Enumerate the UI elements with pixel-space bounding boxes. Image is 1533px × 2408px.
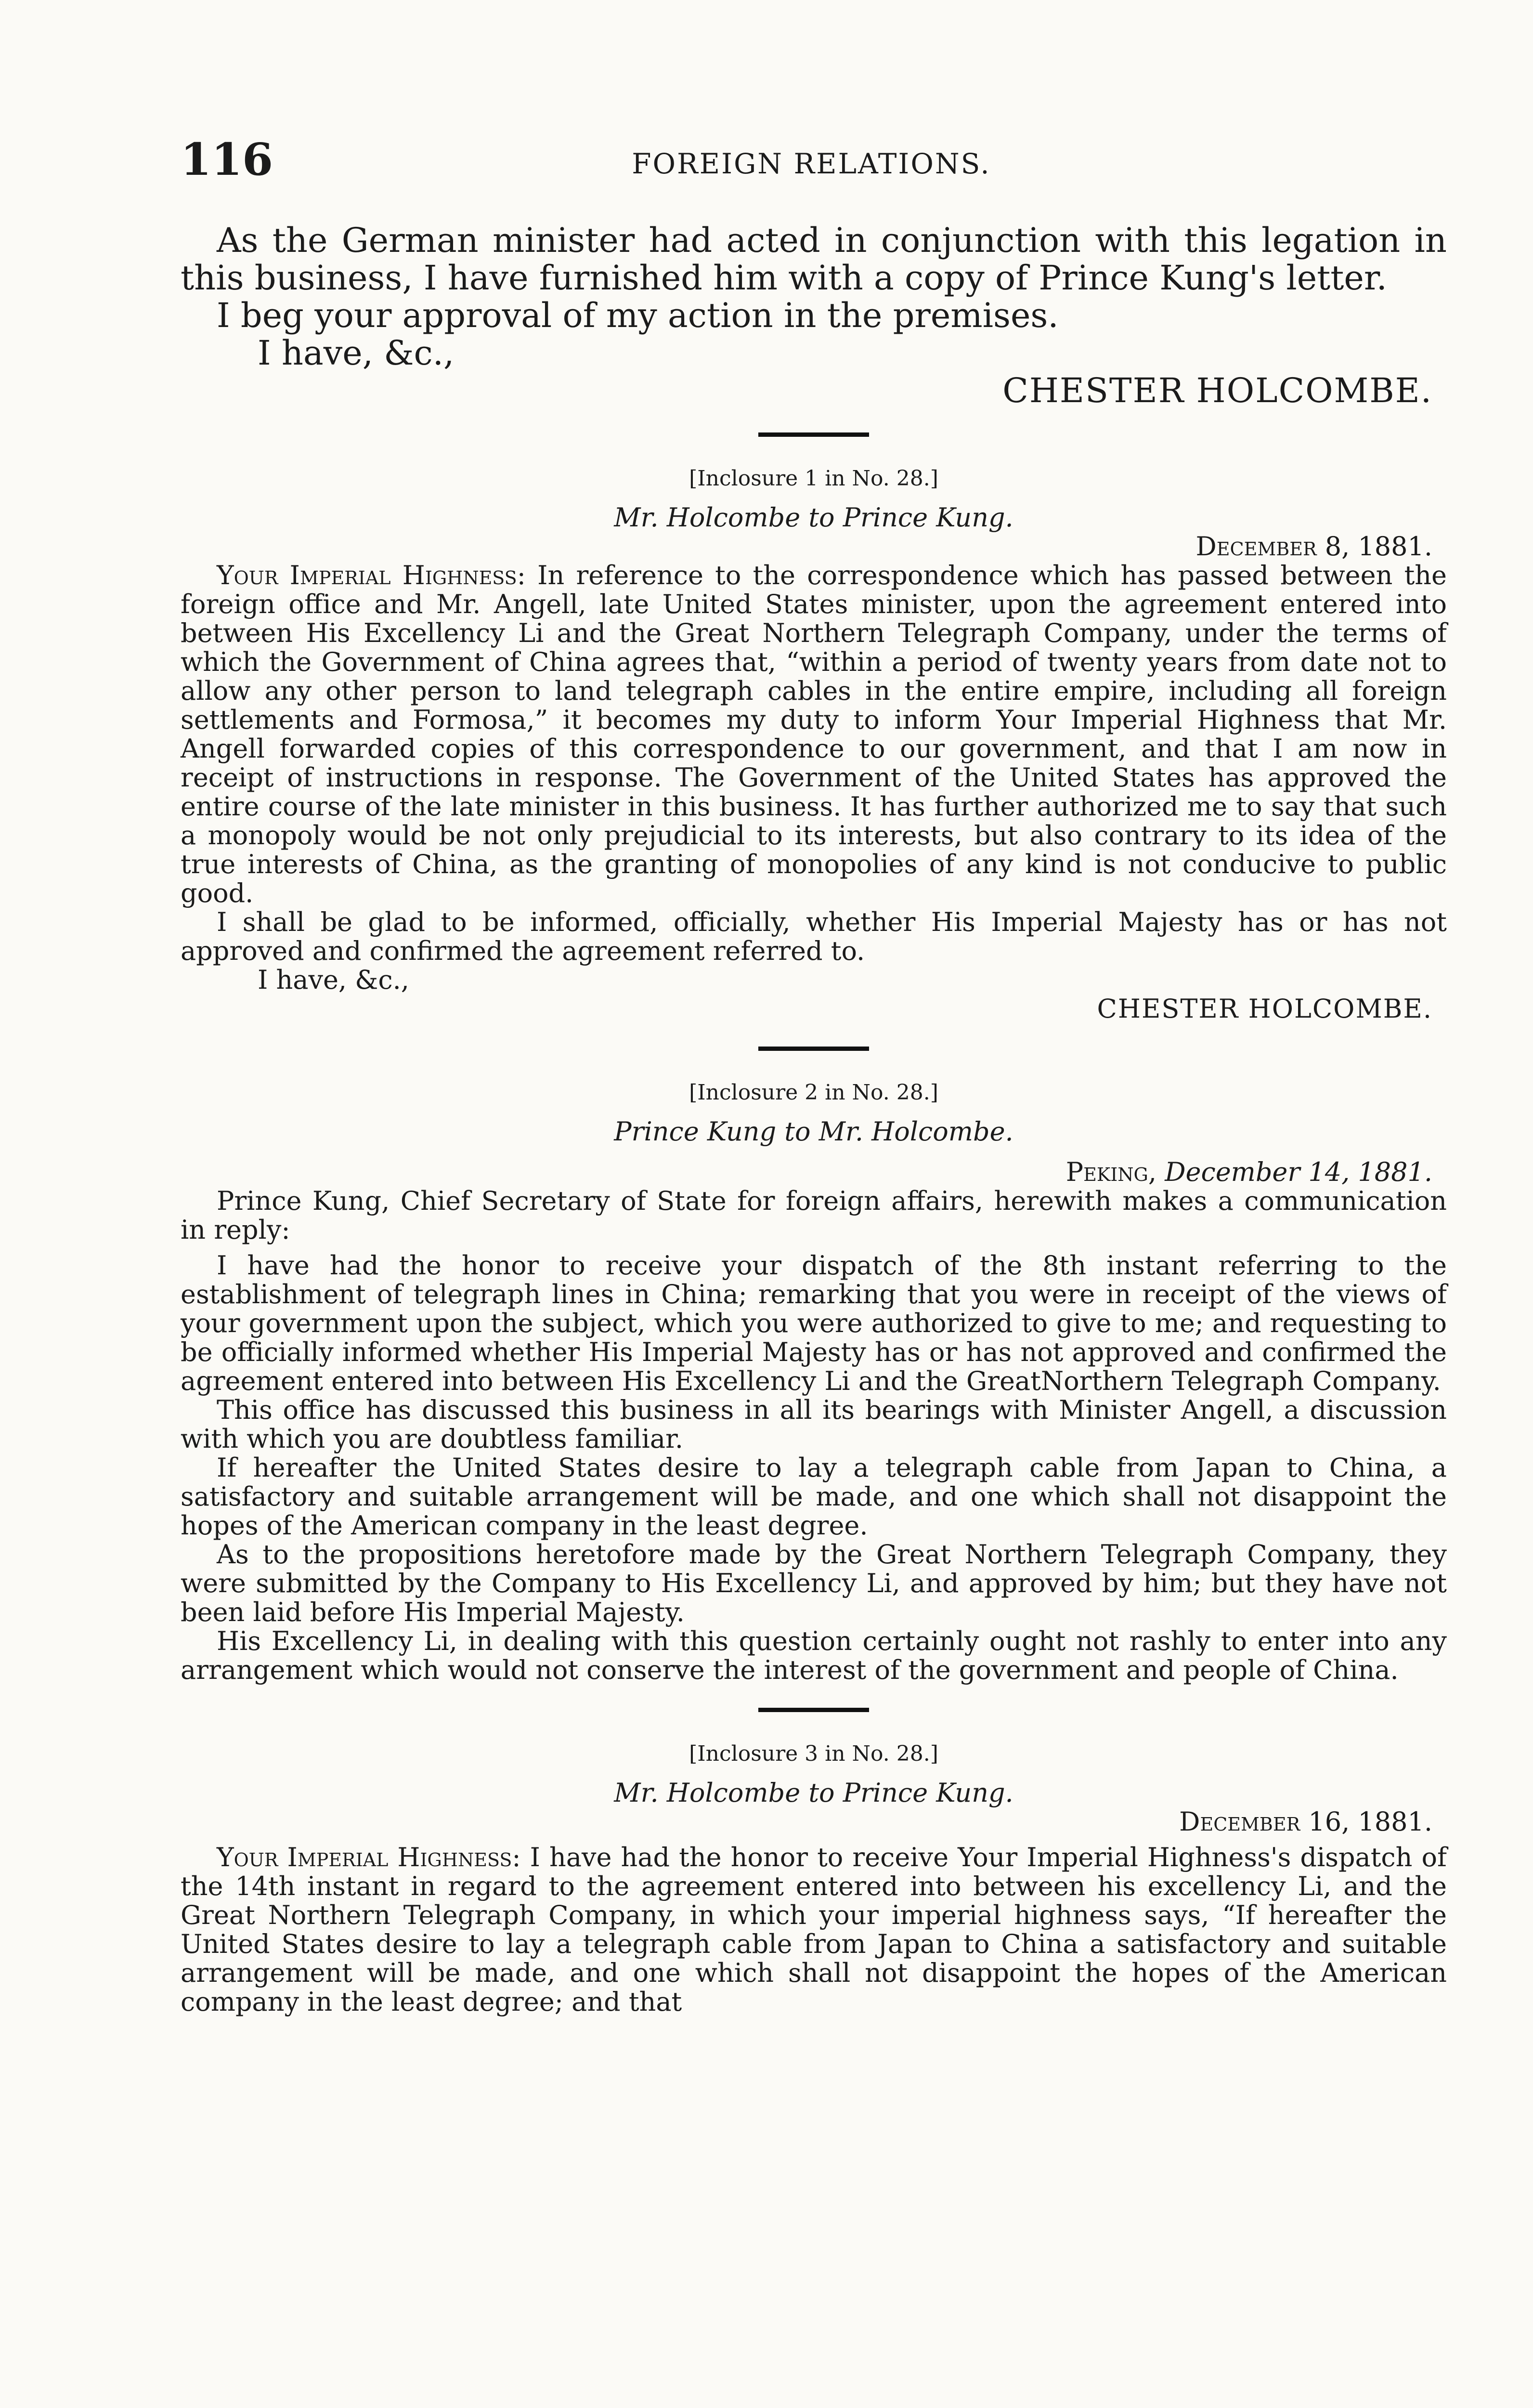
- running-title: FOREIGN RELATIONS.: [632, 147, 991, 180]
- inclosure-2-date: December 14, 1881.: [1165, 1157, 1432, 1187]
- inclosure-2-paragraph-5: His Excellency Li, in dealing with this question certainly ought not rashly to enter into any arrangement which would not conserve the interest of the government and people of China.: [181, 1626, 1447, 1685]
- inclosure-1-title: [181, 503, 1447, 532]
- page-number: 116: [181, 133, 273, 185]
- inclosure-3-date: December 16, 1881.: [1179, 1806, 1432, 1837]
- inclosure-3-label: [Inclosure 3 in No. 28.]: [689, 1741, 938, 1766]
- inclosure-2-label: [Inclosure 2 in No. 28.]: [689, 1080, 938, 1105]
- inclosure-1-paragraph-1-text: In reference to the correspondence which has passed between the foreign office and Mr. Angell, late United States minister, upon the agreement entered into between His Excellency Li and the Great Northern Telegraph Company, under the terms of which the Government of China agrees that, “within a period of twenty years from date not to allow any other person to land telegraph cables in the entire empire, including all foreign settlements and Formosa,” it becomes my duty to inform Your Imperial Highness that Mr. Angell forwarded copies of this correspondence to our government, and that I am now in receipt of instructions in response. The Government of the United States has approved the entire course of the late minister in this business. It has further authorized me to say that such a monopoly would be not only prejudicial to its interests, but also contrary to its idea of the true interests of China, as the granting of monopolies of any kind is not conducive to public good.: [181, 560, 1447, 908]
- inclosure-1-paragraph-1: [181, 561, 1447, 908]
- inclosure-2-paragraph-2: This office has discussed this business in all its bearings with Minister Angell, a discussion with which you are doubtless familiar.: [181, 1395, 1447, 1454]
- section-rule: [758, 432, 869, 437]
- intro-signature: CHESTER HOLCOMBE.: [1002, 371, 1432, 410]
- page-header: [181, 132, 1442, 195]
- page-body: [181, 222, 1447, 2016]
- inclosure-2-paragraph-1: I have had the honor to receive your dispatch of the 8th instant referring to the establishment of telegraph lines in China; remarking that you were in receipt of the views of your government upon the subject, which you were authorized to give to me; and requesting to be officially informed whether His Imperial Majesty has or has not approved and confirmed the agreement entered into between His Excellency Li and the GreatNorthern Telegraph Company.: [181, 1250, 1447, 1396]
- inclosure-1: [181, 466, 1447, 1023]
- inclosure-1-signature: CHESTER HOLCOMBE.: [1097, 994, 1432, 1024]
- inclosure-1-paragraph-2: I shall be glad to be informed, officially, whether His Imperial Majesty has or has not approved and confirmed the agreement referred to.: [181, 907, 1447, 966]
- intro-section: [181, 222, 1447, 409]
- inclosure-2-paragraph-3: If hereafter the United States desire to lay a telegraph cable from Japan to China, a satisfactory and suitable arrangement will be made, and one which shall not disappoint the hopes of the American company in the least degree.: [181, 1453, 1447, 1541]
- inclosure-3-title: [181, 1779, 1447, 1807]
- inclosure-1-title-text: Mr. Holcombe to Prince Kung.: [614, 502, 1013, 533]
- inclosure-1-date: December 8, 1881.: [1195, 531, 1432, 562]
- inclosure-2-paragraph-4: As to the propositions heretofore made by the Great Northern Telegraph Company, they were submitted by the Company to His Excellency Li, and approved by him; but they have not been laid before His Imperial Majesty.: [181, 1539, 1447, 1627]
- inclosure-2: [181, 1080, 1447, 1685]
- inclosure-3-paragraph-1-text: I have had the honor to receive Your Imperial Highness's dispatch of the 14th instant in regard to the agreement entered into between his excellency Li, and the Great Northern Telegraph Company, in which your imperial highness says, “If hereafter the United States desire to lay a telegraph cable from Japan to China a satisfactory and suitable arrangement will be made, and one which shall not disappoint the hopes of the American company in the least degree; and that: [181, 1842, 1447, 2017]
- inclosure-3-salutation: Your Imperial Highness:: [217, 1842, 521, 1872]
- inclosure-2-intro: Prince Kung, Chief Secretary of State for foreign affairs, herewith makes a communication in reply:: [181, 1186, 1447, 1245]
- section-rule: [758, 1047, 869, 1051]
- inclosure-2-title: [181, 1117, 1447, 1146]
- intro-paragraph-1: As the German minister had acted in conjunction with this legation in this business, I have furnished him with a copy of Prince Kung's letter.: [181, 221, 1447, 298]
- section-rule: [758, 1708, 869, 1712]
- inclosure-1-label: [Inclosure 1 in No. 28.]: [689, 466, 938, 491]
- inclosure-3-paragraph-1: [181, 1843, 1447, 2016]
- intro-paragraph-2: I beg your approval of my action in the premises.: [217, 296, 1059, 335]
- inclosure-2-title-text: Prince Kung to Mr. Holcombe.: [614, 1116, 1013, 1147]
- inclosure-1-salutation: Your Imperial Highness:: [217, 560, 526, 590]
- inclosure-2-place: Peking,: [1065, 1157, 1157, 1187]
- inclosure-1-closing: I have, &c.,: [258, 965, 409, 995]
- inclosure-3-title-text: Mr. Holcombe to Prince Kung.: [614, 1778, 1013, 1808]
- inclosure-2-dateline: [181, 1158, 1447, 1187]
- intro-closing: I have, &c.,: [258, 333, 455, 373]
- inclosure-3: [181, 1741, 1447, 2016]
